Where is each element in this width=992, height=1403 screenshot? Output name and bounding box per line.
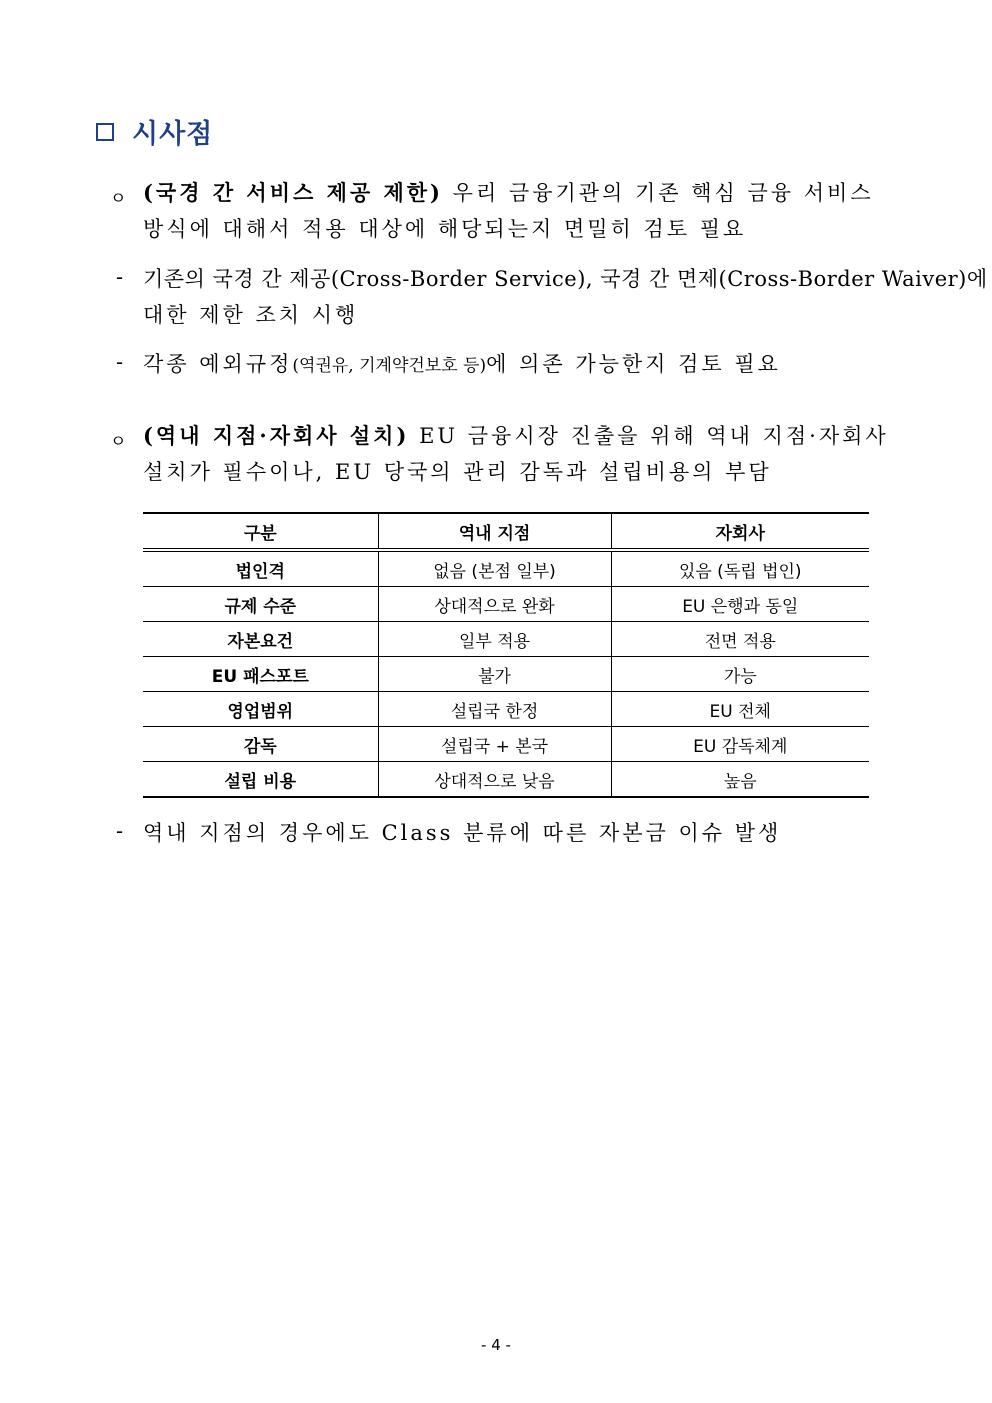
sub1-line2: 대한 제한 조치 시행	[143, 303, 359, 327]
page-number: - 4 -	[481, 1336, 511, 1354]
table-row-label: 설립 비용	[143, 762, 378, 798]
table-row	[143, 657, 869, 692]
sub2-text-c: 에 의존 가능한지 검토 필요	[486, 352, 781, 376]
sub2-text-a: 각종 예외규정	[143, 352, 293, 376]
footer-note: 역내 지점의 경우에도 Class 분류에 따른 자본금 이슈 발생	[143, 821, 782, 845]
bullet-marker: ㅇ	[110, 432, 127, 452]
table-header-cell: 역내 지점	[378, 513, 611, 550]
table-cell: EU 감독체계	[611, 727, 869, 762]
section2-line2: 설치가 필수이나, EU 당국의 관리 감독과 설립비용의 부담	[143, 460, 772, 484]
section2-line1-text: EU 금융시장 진출을 위해 역내 지점·자회사	[409, 424, 889, 448]
table-row	[143, 762, 869, 798]
sub1-line1: 기존의 국경 간 제공(Cross-Border Service), 국경 간 면제(Cross-Border Waiver)에	[143, 267, 988, 291]
table-cell: 있음 (독립 법인)	[611, 550, 869, 587]
comparison-table	[143, 512, 869, 798]
sub2-line	[143, 346, 781, 384]
table-cell: 상대적으로 완화	[378, 587, 611, 622]
table-cell: 설립국 한정	[378, 692, 611, 727]
sub-dash: -	[116, 819, 124, 843]
section-heading	[96, 112, 213, 151]
section1-line1-text: 우리 금융기관의 기존 핵심 금융 서비스	[442, 181, 874, 205]
square-bullet-icon	[96, 123, 114, 141]
table-cell: 전면 적용	[611, 622, 869, 657]
table-row-label: 법인격	[143, 550, 378, 587]
table-row-label: 감독	[143, 727, 378, 762]
table-row	[143, 727, 869, 762]
table-cell: 높음	[611, 762, 869, 798]
table-cell: 설립국 + 본국	[378, 727, 611, 762]
table-row	[143, 622, 869, 657]
section2-lead: (역내 지점·자회사 설치)	[143, 423, 410, 448]
table-cell: 일부 적용	[378, 622, 611, 657]
section-title: 시사점	[132, 119, 214, 150]
table-cell: EU 전체	[611, 692, 869, 727]
table-header-cell: 구분	[143, 513, 378, 550]
sub-dash: -	[116, 265, 124, 289]
section1-line1	[143, 175, 874, 211]
table-row-label: 규제 수준	[143, 587, 378, 622]
section1-lead: (국경 간 서비스 제공 제한)	[143, 180, 443, 205]
table-row	[143, 692, 869, 727]
table-header-cell: 자회사	[611, 513, 869, 550]
sub-dash: -	[116, 350, 124, 374]
table-row-label: EU 패스포트	[143, 657, 378, 692]
section1-line2: 방식에 대해서 적용 대상에 해당되는지 면밀히 검토 필요	[143, 217, 747, 241]
table-cell: 가능	[611, 657, 869, 692]
bullet-marker: ㅇ	[110, 189, 127, 209]
table-cell: 불가	[378, 657, 611, 692]
table-cell: 상대적으로 낮음	[378, 762, 611, 798]
sub2-text-b: (역권유, 기계약건보호 등)	[292, 356, 487, 376]
table-header-row	[143, 513, 869, 550]
section2-line1	[143, 418, 889, 454]
table-cell: 없음 (본점 일부)	[378, 550, 611, 587]
table-row-label: 영업범위	[143, 692, 378, 727]
table-row	[143, 587, 869, 622]
table-cell: EU 은행과 동일	[611, 587, 869, 622]
table-row	[143, 550, 869, 587]
table-row-label: 자본요건	[143, 622, 378, 657]
